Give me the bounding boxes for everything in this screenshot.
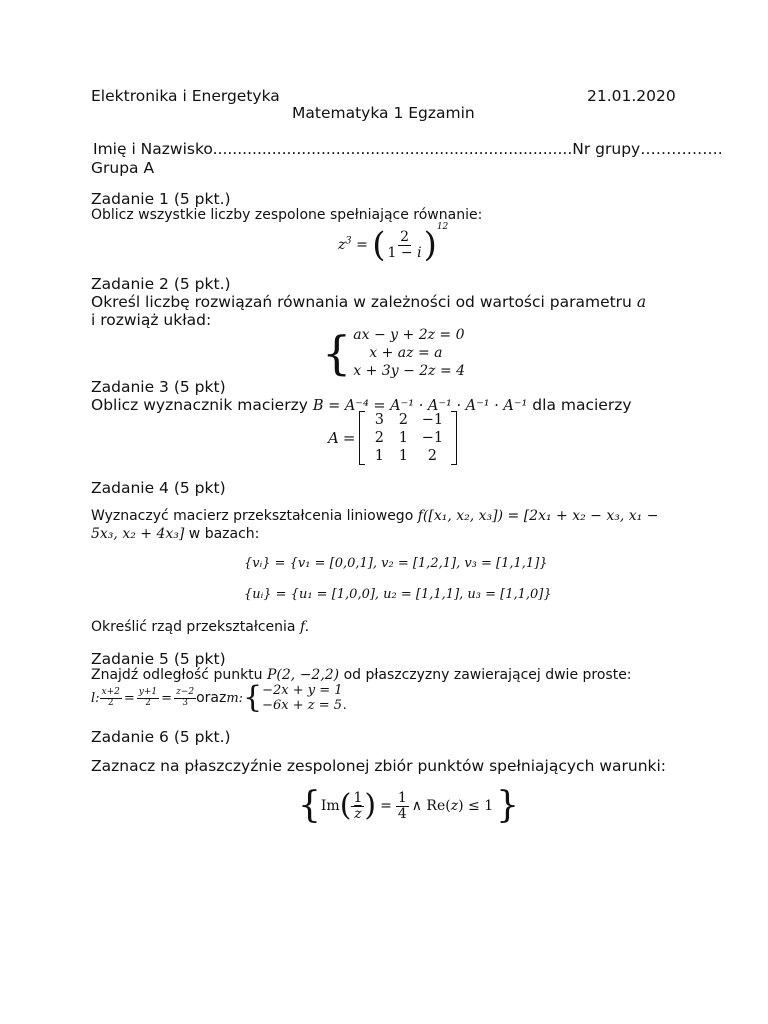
task-1-equation: $z^3$ = ( $\frac{2}{1 - i}$ )$^{12}$ — [338, 222, 449, 265]
system-eq-2: x + az = a — [369, 345, 443, 361]
task-1-heading: Zadanie 1 (5 pkt.) — [91, 190, 231, 208]
task-5-lines: l: $\frac{x+2}{2}$ = $\frac{y+1}{2}$ = $\frac{z-2}{3}$ oraz m: { −2x + y = 1 −6x + z = 5 . — [91, 680, 347, 715]
task-4-text — [91, 508, 658, 524]
department-label: Elektronika i Energetyka — [91, 87, 280, 105]
task-5-text-pre: Znajdź odległość punktu — [91, 667, 267, 683]
matrix-grid — [365, 411, 451, 465]
line-m-eq-1: −2x + y = 1 — [262, 683, 343, 698]
line-l-label: l: — [91, 690, 100, 706]
task-4-text-pre: Wyznaczyć macierz przekształcenia liniowego — [91, 508, 418, 524]
basis-v: {vᵢ} = {v₁ = [0,0,1], v₂ = [1,2,1], v₃ = [1,1,1]} — [244, 556, 548, 571]
task-1-text: Oblicz wszystkie liczby zespolone spełniające równanie: — [91, 207, 483, 223]
task-5-heading: Zadanie 5 (5 pkt) — [91, 650, 226, 668]
task-2-system: { ax − y + 2z = 0 x + az = a x + 3y − 2z = 4 — [322, 326, 466, 380]
task-3-text-pre: Oblicz wyznacznik macierzy — [91, 396, 313, 414]
point-p: P(2, −2,2) — [267, 667, 340, 683]
rank-variable: f. — [299, 619, 310, 635]
matrix-cell-1-2: −1 — [421, 430, 444, 446]
line-m-eq-2: −6x + z = 5 — [262, 698, 343, 713]
task-5-text — [91, 667, 632, 683]
task-4-text-2 — [91, 526, 259, 542]
matrix-cell-2-0: 1 — [374, 448, 385, 464]
system-eq-1: ax − y + 2z = 0 — [353, 327, 465, 343]
matrix-cell-2-2: 2 — [427, 448, 438, 464]
matrix-cell-0-2: −1 — [421, 412, 444, 428]
matrix-cell-0-0: 3 — [374, 412, 385, 428]
matrix-cell-1-0: 2 — [374, 430, 385, 446]
task-6-heading: Zadanie 6 (5 pkt.) — [91, 728, 231, 746]
task-2-text: Określ liczbę rozwiązań równania w zależności od wartości parametru a — [91, 293, 647, 311]
matrix-cell-2-1: 1 — [398, 448, 409, 464]
task-6-text: Zaznacz na płaszczyźnie zespolonej zbiór punktów spełniających warunki: — [91, 757, 667, 775]
task-6-condition: { Im ( $\frac{1}{z}$ ) = $\frac{1}{4}$ ∧ Re(z) ≤ 1 } — [298, 785, 520, 826]
exam-title: Matematyka 1 Egzamin — [292, 104, 475, 122]
matrix-a: A = 3 2 −1 2 1 −1 1 1 2 — [328, 411, 457, 465]
linear-map-line-2: 5x₃, x₂ + 4x₃] — [91, 526, 185, 542]
system-eq-3: x + 3y − 2z = 4 — [353, 363, 466, 379]
matrix-cell-0-1: 2 — [398, 412, 409, 428]
rank-text: Określić rząd przekształcenia — [91, 619, 300, 635]
task-4-bases-text: w bazach: — [184, 526, 260, 542]
linear-map-line-1: f([x₁, x₂, x₃]) = [2x₁ + x₂ − x₃, x₁ − — [417, 508, 659, 524]
exam-date: 21.01.2020 — [587, 87, 676, 105]
determinant-formula: B = A⁻⁴ = A⁻¹ · A⁻¹ · A⁻¹ · A⁻¹ — [312, 398, 528, 414]
task-2-text-part: Określ liczbę rozwiązań równania w zależności od wartości parametru — [91, 293, 637, 311]
task-3-text-post: dla macierzy — [527, 396, 632, 414]
name-field-line: Imię i Nazwisko.........................................................................Nr grupy……………. — [93, 140, 723, 158]
task-3-heading: Zadanie 3 (5 pkt) — [91, 378, 226, 396]
task-2-heading: Zadanie 2 (5 pkt.) — [91, 275, 231, 293]
task-2-text-2: i rozwiąż układ: — [91, 311, 212, 329]
basis-u: {uᵢ} = {u₁ = [1,0,0], u₂ = [1,1,1], u₃ = [1,1,0]} — [244, 587, 552, 602]
group-label: Grupa A — [91, 159, 155, 177]
line-m-label: m: — [226, 690, 244, 706]
task-5-text-post: od płaszczyzny zawierającej dwie proste: — [339, 667, 632, 683]
task-4-heading: Zadanie 4 (5 pkt) — [91, 479, 226, 497]
conjunction-oraz: oraz — [196, 690, 227, 706]
task-4-rank-text — [91, 619, 309, 635]
matrix-cell-1-1: 1 — [398, 430, 409, 446]
